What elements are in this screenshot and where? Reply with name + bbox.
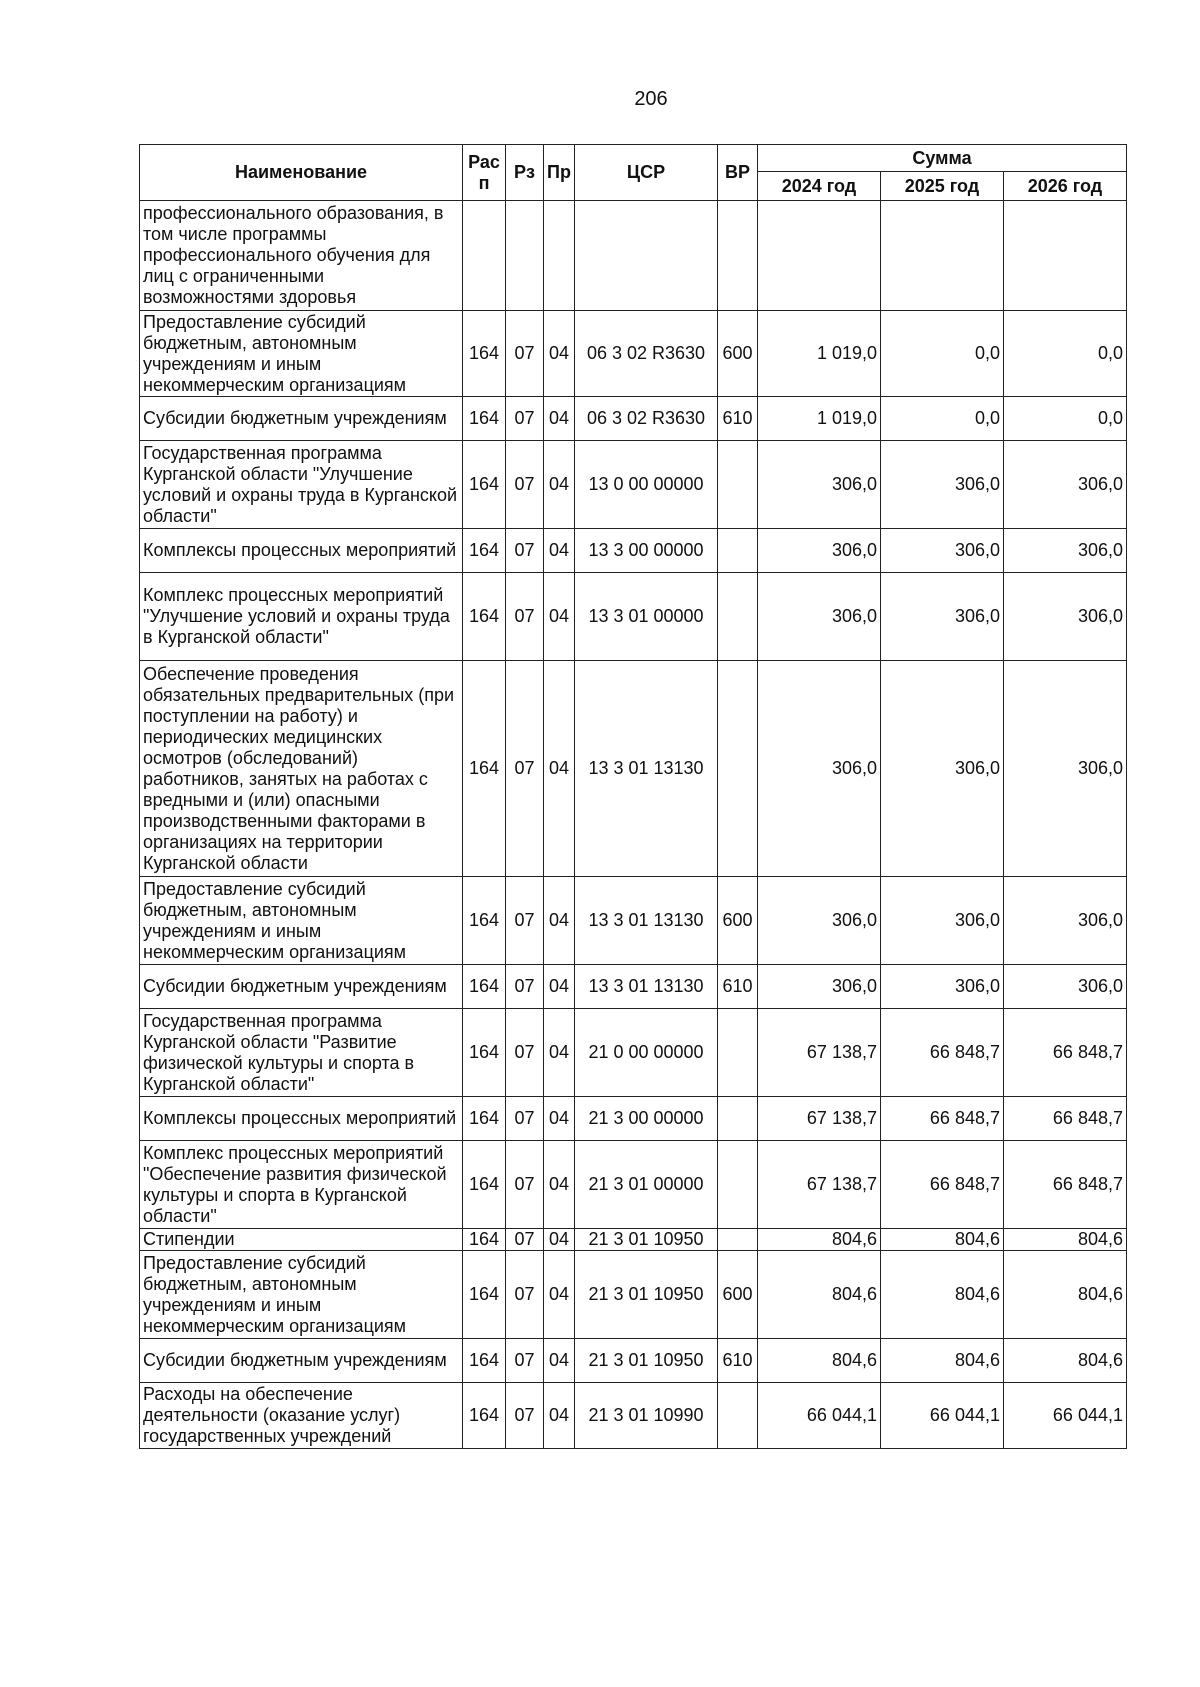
row-sum-2026: 0,0 — [1004, 311, 1127, 397]
row-vr — [718, 1141, 758, 1229]
row-rasp: 164 — [463, 1339, 506, 1383]
row-vr — [718, 441, 758, 529]
table-row — [140, 965, 1127, 1009]
row-csr: 06 3 02 R3630 — [575, 397, 718, 441]
row-rasp: 164 — [463, 1251, 506, 1339]
row-sum-2025: 804,6 — [881, 1229, 1004, 1251]
header-year-2025: 2025 год — [881, 172, 1004, 201]
row-rasp: 164 — [463, 877, 506, 965]
header-csr: ЦСР — [575, 145, 718, 201]
row-sum-2024: 804,6 — [758, 1251, 881, 1339]
row-csr: 13 0 00 00000 — [575, 441, 718, 529]
row-sum-2026 — [1004, 201, 1127, 311]
row-rasp: 164 — [463, 965, 506, 1009]
row-csr: 21 3 01 10950 — [575, 1251, 718, 1339]
row-vr — [718, 1229, 758, 1251]
row-name: Государственная программа Курганской области "Улучшение условий и охраны труда в Курганской области" — [140, 441, 463, 529]
table-row — [140, 529, 1127, 573]
row-name: Государственная программа Курганской области "Развитие физической культуры и спорта в Курганской области" — [140, 1009, 463, 1097]
row-pr: 04 — [544, 1251, 575, 1339]
row-rasp: 164 — [463, 397, 506, 441]
row-pr: 04 — [544, 1097, 575, 1141]
table-row — [140, 311, 1127, 397]
row-name: Предоставление субсидий бюджетным, автономным учреждениям и иным некоммерческим организациям — [140, 877, 463, 965]
row-name: Субсидии бюджетным учреждениям — [140, 397, 463, 441]
row-pr: 04 — [544, 1339, 575, 1383]
row-sum-2026: 804,6 — [1004, 1229, 1127, 1251]
row-vr: 600 — [718, 1251, 758, 1339]
row-name: Комплексы процессных мероприятий — [140, 529, 463, 573]
row-pr: 04 — [544, 1141, 575, 1229]
budget-table — [139, 144, 1127, 1449]
row-vr: 610 — [718, 397, 758, 441]
row-sum-2024: 67 138,7 — [758, 1141, 881, 1229]
table-row — [140, 397, 1127, 441]
row-name: Комплекс процессных мероприятий "Улучшение условий и охраны труда в Курганской области" — [140, 573, 463, 661]
table-row — [140, 661, 1127, 877]
row-sum-2026: 66 044,1 — [1004, 1383, 1127, 1449]
row-rz: 07 — [506, 441, 544, 529]
row-rasp: 164 — [463, 661, 506, 877]
row-pr: 04 — [544, 877, 575, 965]
row-rasp: 164 — [463, 441, 506, 529]
header-pr: Пр — [544, 145, 575, 201]
row-name: Обеспечение проведения обязательных предварительных (при поступлении на работу) и периодических медицинских осмотров (обследований) работников, занятых на работах с вредными и (или) опасными производственными факторами в организациях на территории Курганской области — [140, 661, 463, 877]
row-pr: 04 — [544, 573, 575, 661]
row-vr: 610 — [718, 965, 758, 1009]
row-rasp: 164 — [463, 1009, 506, 1097]
row-rz: 07 — [506, 877, 544, 965]
row-vr — [718, 661, 758, 877]
row-csr: 21 0 00 00000 — [575, 1009, 718, 1097]
row-csr: 21 3 01 10950 — [575, 1339, 718, 1383]
row-rz: 07 — [506, 529, 544, 573]
row-rz: 07 — [506, 1097, 544, 1141]
row-sum-2026: 306,0 — [1004, 529, 1127, 573]
header-name: Наименование — [140, 145, 463, 201]
row-vr — [718, 1383, 758, 1449]
row-sum-2024: 1 019,0 — [758, 311, 881, 397]
row-rz: 07 — [506, 1251, 544, 1339]
row-rz: 07 — [506, 311, 544, 397]
row-sum-2024: 306,0 — [758, 877, 881, 965]
row-sum-2026: 66 848,7 — [1004, 1097, 1127, 1141]
row-sum-2025: 306,0 — [881, 573, 1004, 661]
row-sum-2025: 306,0 — [881, 661, 1004, 877]
table-row — [140, 573, 1127, 661]
row-rz: 07 — [506, 1229, 544, 1251]
row-sum-2024: 306,0 — [758, 965, 881, 1009]
row-pr: 04 — [544, 1383, 575, 1449]
row-pr: 04 — [544, 397, 575, 441]
row-sum-2025: 306,0 — [881, 441, 1004, 529]
row-name: Расходы на обеспечение деятельности (оказание услуг) государственных учреждений — [140, 1383, 463, 1449]
row-csr: 21 3 01 10950 — [575, 1229, 718, 1251]
table-row — [140, 1141, 1127, 1229]
row-sum-2025: 306,0 — [881, 877, 1004, 965]
row-csr: 21 3 01 10990 — [575, 1383, 718, 1449]
row-vr — [718, 201, 758, 311]
row-csr — [575, 201, 718, 311]
table-row — [140, 201, 1127, 311]
row-pr: 04 — [544, 965, 575, 1009]
table-row — [140, 1339, 1127, 1383]
row-vr — [718, 1097, 758, 1141]
row-csr: 13 3 01 13130 — [575, 877, 718, 965]
table-row — [140, 877, 1127, 965]
row-csr: 06 3 02 R3630 — [575, 311, 718, 397]
row-pr: 04 — [544, 441, 575, 529]
row-sum-2024: 306,0 — [758, 441, 881, 529]
row-pr: 04 — [544, 661, 575, 877]
table-row — [140, 1251, 1127, 1339]
table-row — [140, 1009, 1127, 1097]
row-sum-2025 — [881, 201, 1004, 311]
row-sum-2025: 66 848,7 — [881, 1009, 1004, 1097]
row-sum-2025: 66 044,1 — [881, 1383, 1004, 1449]
row-pr: 04 — [544, 1229, 575, 1251]
row-sum-2026: 306,0 — [1004, 877, 1127, 965]
row-sum-2024: 306,0 — [758, 661, 881, 877]
row-sum-2026: 306,0 — [1004, 661, 1127, 877]
row-vr: 600 — [718, 311, 758, 397]
row-sum-2024: 804,6 — [758, 1339, 881, 1383]
row-csr: 21 3 00 00000 — [575, 1097, 718, 1141]
row-rasp: 164 — [463, 573, 506, 661]
row-sum-2026: 0,0 — [1004, 397, 1127, 441]
row-name: Предоставление субсидий бюджетным, автономным учреждениям и иным некоммерческим организациям — [140, 1251, 463, 1339]
row-rz: 07 — [506, 661, 544, 877]
row-rz: 07 — [506, 1141, 544, 1229]
row-rz: 07 — [506, 965, 544, 1009]
row-sum-2024: 804,6 — [758, 1229, 881, 1251]
header-vr: ВР — [718, 145, 758, 201]
row-rz: 07 — [506, 1339, 544, 1383]
row-sum-2024: 306,0 — [758, 529, 881, 573]
row-vr: 610 — [718, 1339, 758, 1383]
row-sum-2026: 306,0 — [1004, 573, 1127, 661]
row-name: Комплекс процессных мероприятий "Обеспечение развития физической культуры и спорта в Курганской области" — [140, 1141, 463, 1229]
row-sum-2025: 66 848,7 — [881, 1141, 1004, 1229]
row-name: Субсидии бюджетным учреждениям — [140, 965, 463, 1009]
row-rasp: 164 — [463, 311, 506, 397]
row-pr: 04 — [544, 529, 575, 573]
table-row — [140, 1097, 1127, 1141]
row-sum-2024: 67 138,7 — [758, 1097, 881, 1141]
row-csr: 13 3 01 13130 — [575, 965, 718, 1009]
row-sum-2025: 306,0 — [881, 965, 1004, 1009]
row-sum-2024 — [758, 201, 881, 311]
row-vr: 600 — [718, 877, 758, 965]
row-vr — [718, 529, 758, 573]
row-sum-2025: 0,0 — [881, 397, 1004, 441]
row-sum-2026: 66 848,7 — [1004, 1009, 1127, 1097]
row-vr — [718, 573, 758, 661]
row-csr: 13 3 01 13130 — [575, 661, 718, 877]
row-rasp: 164 — [463, 1097, 506, 1141]
row-rz — [506, 201, 544, 311]
row-sum-2025: 0,0 — [881, 311, 1004, 397]
row-pr — [544, 201, 575, 311]
row-rz: 07 — [506, 573, 544, 661]
row-name: Комплексы процессных мероприятий — [140, 1097, 463, 1141]
row-name: Стипендии — [140, 1229, 463, 1251]
row-sum-2025: 306,0 — [881, 529, 1004, 573]
row-sum-2025: 804,6 — [881, 1339, 1004, 1383]
table-row — [140, 1383, 1127, 1449]
row-pr: 04 — [544, 1009, 575, 1097]
row-sum-2024: 1 019,0 — [758, 397, 881, 441]
row-rz: 07 — [506, 1009, 544, 1097]
row-csr: 13 3 00 00000 — [575, 529, 718, 573]
row-rasp: 164 — [463, 1229, 506, 1251]
row-rasp — [463, 201, 506, 311]
row-rz: 07 — [506, 1383, 544, 1449]
row-sum-2025: 804,6 — [881, 1251, 1004, 1339]
header-year-2026: 2026 год — [1004, 172, 1127, 201]
row-name: профессионального образования, в том числе программы профессионального обучения для лиц с ограниченными возможностями здоровья — [140, 201, 463, 311]
row-sum-2026: 804,6 — [1004, 1251, 1127, 1339]
row-sum-2024: 67 138,7 — [758, 1009, 881, 1097]
row-sum-2024: 66 044,1 — [758, 1383, 881, 1449]
row-sum-2026: 306,0 — [1004, 965, 1127, 1009]
row-vr — [718, 1009, 758, 1097]
header-year-2024: 2024 год — [758, 172, 881, 201]
row-rasp: 164 — [463, 1383, 506, 1449]
row-name: Субсидии бюджетным учреждениям — [140, 1339, 463, 1383]
header-row — [140, 145, 1127, 172]
header-rz: Рз — [506, 145, 544, 201]
row-name: Предоставление субсидий бюджетным, автономным учреждениям и иным некоммерческим организациям — [140, 311, 463, 397]
row-sum-2026: 66 848,7 — [1004, 1141, 1127, 1229]
table-row — [140, 1229, 1127, 1251]
row-pr: 04 — [544, 311, 575, 397]
row-rasp: 164 — [463, 1141, 506, 1229]
row-sum-2026: 804,6 — [1004, 1339, 1127, 1383]
header-sum: Сумма — [758, 145, 1127, 172]
row-csr: 13 3 01 00000 — [575, 573, 718, 661]
row-sum-2026: 306,0 — [1004, 441, 1127, 529]
row-rasp: 164 — [463, 529, 506, 573]
row-csr: 21 3 01 00000 — [575, 1141, 718, 1229]
row-rz: 07 — [506, 397, 544, 441]
row-sum-2025: 66 848,7 — [881, 1097, 1004, 1141]
table-row — [140, 441, 1127, 529]
page-number: 206 — [634, 88, 668, 110]
row-sum-2024: 306,0 — [758, 573, 881, 661]
header-rasp: Рас п — [463, 145, 506, 201]
